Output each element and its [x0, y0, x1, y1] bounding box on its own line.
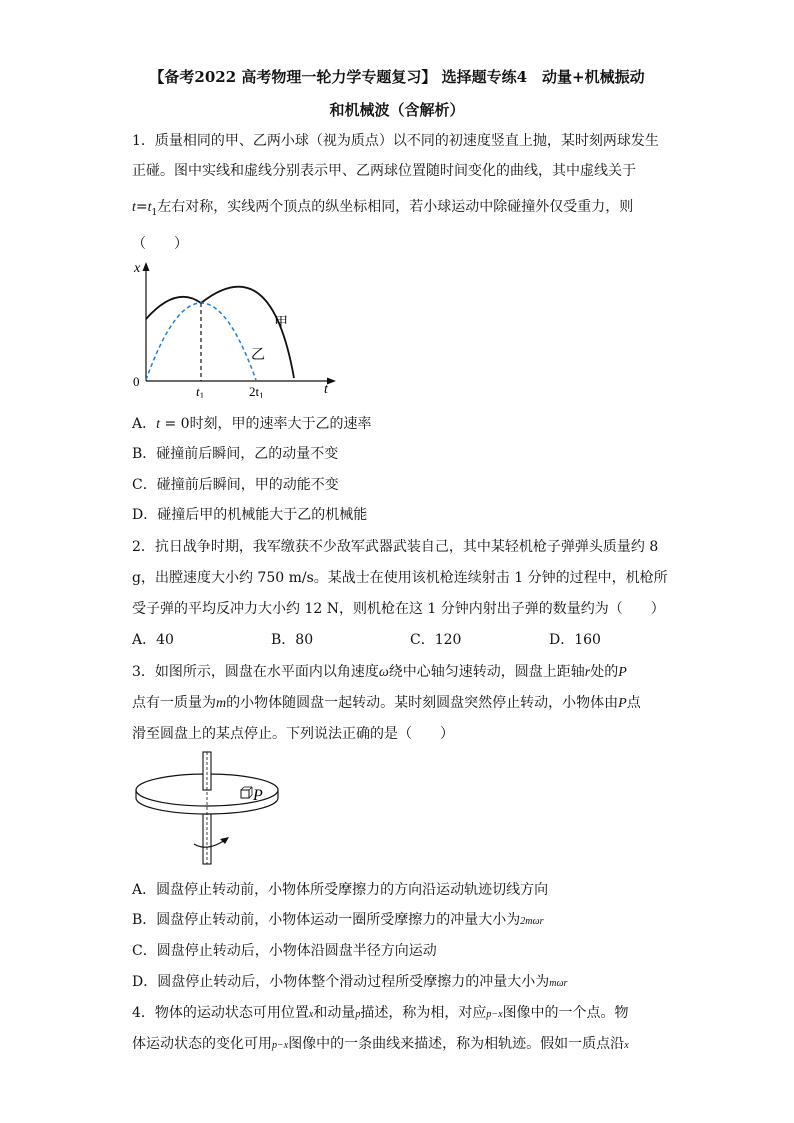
q2-option-d[interactable]: D．160 [549, 632, 601, 648]
q1-option-c[interactable]: C．碰撞前后瞬间，甲的动能不变 [132, 477, 339, 493]
q3-option-a[interactable]: A．圆盘停止转动前，小物体所受摩擦力的方向沿运动轨迹切线方向 [132, 882, 549, 898]
q4-stem-line-2: 体运动状态的变化可用p−x图像中的一条曲线来描述，称为相轨迹。假如一质点沿x [132, 1036, 629, 1052]
q3-option-c[interactable]: C．圆盘停止转动后，小物体沿圆盘半径方向运动 [132, 943, 437, 959]
q3-rotating-disk-figure [130, 748, 290, 868]
origin-label: 0 [133, 374, 140, 389]
t-axis-label: t [324, 382, 328, 397]
q1-option-d[interactable]: D．碰撞后甲的机械能大于乙的机械能 [132, 507, 368, 523]
q4-stem-line-1: 4．物体的运动状态可用位置x和动量p描述，称为相，对应p−x图像中的一个点。物 [132, 1005, 629, 1021]
q1-stem-line-3-text: 左右对称，实线两个顶点的纵坐标相同，若小球运动中除碰撞外仅受重力，则 [157, 199, 634, 215]
q3-stem-line-3: 滑至圆盘上的某点停止。下列说法正确的是（ ） [132, 726, 454, 742]
q2-stem-line-1: 2．抗日战争时期，我军缴获不少敌军武器武装自己，其中某轻机枪子弹弹头质量约 8 [132, 539, 659, 555]
small-object-cube [241, 790, 249, 798]
q1-option-b[interactable]: B．碰撞前后瞬间，乙的动量不变 [132, 446, 339, 462]
var-t: t [132, 200, 136, 215]
q1-stem-line-2: 正碰。图中实线和虚线分别表示甲、乙两球位置随时间变化的曲线，其中虚线关于 [132, 163, 636, 179]
subscript-1: 1 [151, 207, 158, 218]
x-axis-arrow [143, 262, 150, 271]
q3-option-d[interactable]: D．圆盘停止转动后，小物体整个滑动过程所受摩擦力的冲量大小为mωr [132, 974, 568, 990]
rotation-arrowhead [220, 837, 229, 844]
2t1-tick-label: $2t_1$ [249, 384, 264, 398]
q1-option-a[interactable]: A．t = 0时刻，甲的速率大于乙的速率 [132, 416, 372, 432]
q2-option-c[interactable]: C．120 [410, 632, 462, 648]
q2-stem-line-3: 受子弹的平均反冲力大小约 12 N，则机枪在这 1 分钟内射出子弹的数量约为（ ） [132, 601, 665, 617]
jia-curve-label: 甲 [274, 315, 288, 331]
q3-stem-line-2: 点有一质量为m的小物体随圆盘一起转动。某时刻圆盘突然停止转动，小物体由P点 [132, 695, 641, 711]
solid-curve-jia [146, 287, 294, 378]
yi-curve-label: 乙 [251, 347, 265, 363]
q3-stem-line-1: 3．如图所示，圆盘在水平面内以角速度ω绕中心轴匀速转动，圆盘上距轴r处的P [132, 664, 627, 680]
q1-stem-line-3 [132, 196, 633, 218]
q1-xt-graph [126, 258, 346, 398]
var-t1: t [147, 200, 152, 215]
q2-stem-line-2: g，出膛速度大小约 750 m/s。某战士在使用该机枪连续射击 1 分钟的过程中，机枪所 [132, 570, 668, 586]
q1-answer-paren: （ ） [132, 236, 188, 252]
t1-tick-label: $t_1$ [196, 384, 205, 398]
document-title-line-2: 和机械波（含解析） [329, 101, 465, 119]
q3-option-b[interactable]: B．圆盘停止转动前，小物体运动一圈所受摩擦力的冲量大小为2mωr [132, 912, 544, 928]
t-axis-arrow [327, 378, 336, 385]
equals-sign: = [135, 199, 148, 215]
x-axis-label: x [134, 261, 141, 276]
q1-stem-line-1: 1．质量相同的甲、乙两小球（视为质点）以不同的初速度竖直上抛，某时刻两球发生 [132, 133, 659, 149]
q2-option-b[interactable]: B．80 [271, 632, 314, 648]
point-p-label: P [253, 787, 263, 804]
q2-option-a[interactable]: A．40 [132, 632, 174, 648]
document-title-line-1: 【备考2022 高考物理一轮力学专题复习】 选择题专练4 动量+机械振动 [149, 68, 645, 86]
